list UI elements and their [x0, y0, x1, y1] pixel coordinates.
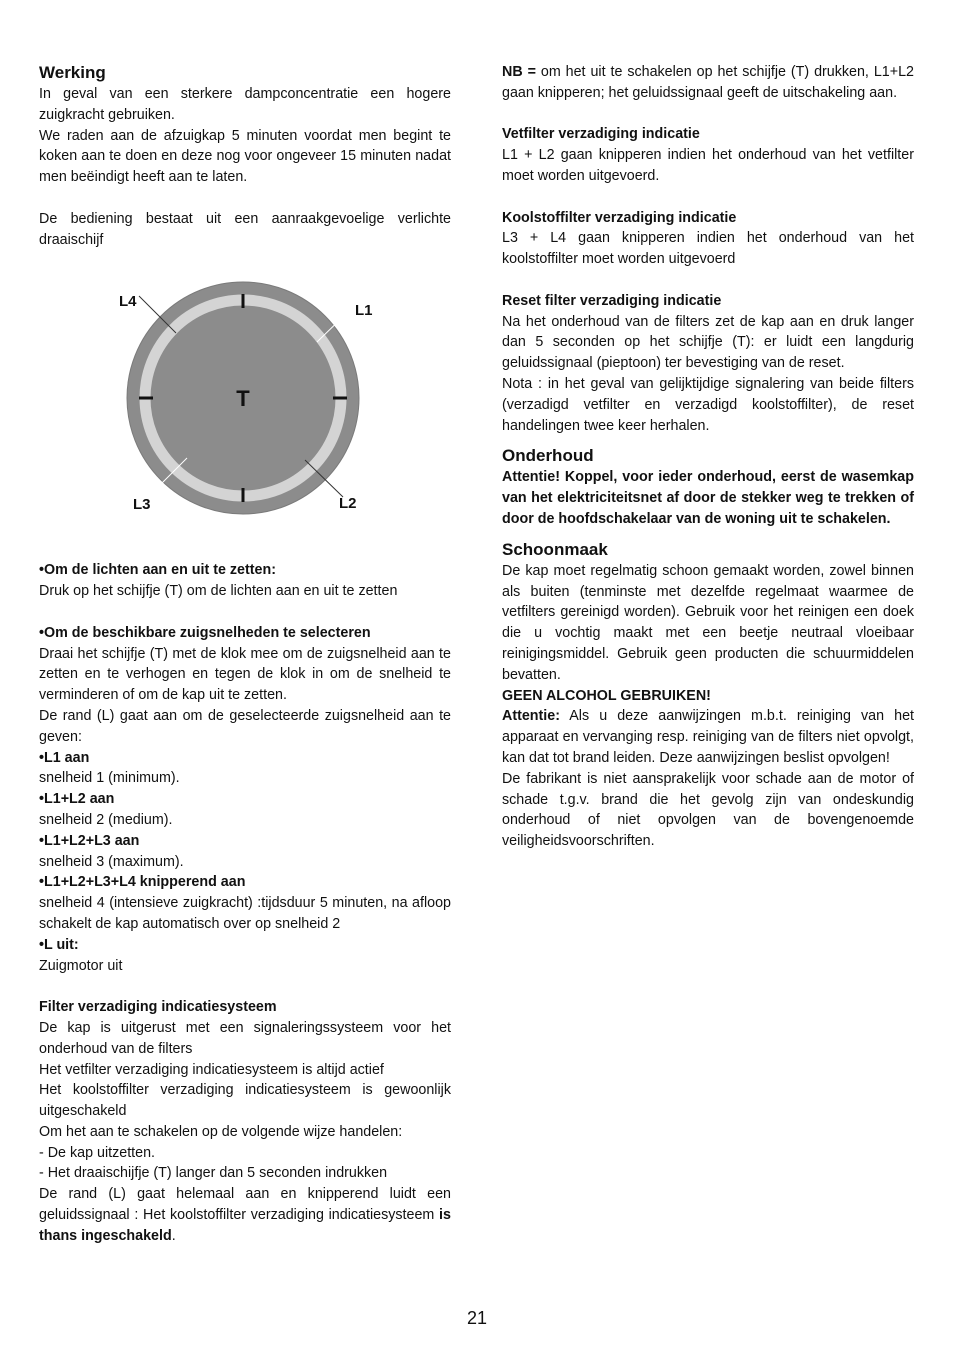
vet-text: L1 + L2 gaan knipperen indien het onderhoud van het vetfilter moet worden uitgevoerd. [502, 147, 914, 184]
nb-paragraph [502, 62, 914, 104]
werking-title: Werking [39, 63, 106, 82]
kool-heading: Koolstoffilter verzadiging indicatie [502, 209, 737, 226]
dial-center-label: T [236, 386, 250, 412]
kool-text: L3 + L4 gaan knipperen indien het onderhoud van het koolstoffilter moet worden uitgevoerd [502, 230, 914, 268]
luit-heading: •L uit: [39, 936, 79, 953]
attentie-text: Als u deze aanwijzingen m.b.t. reiniging van het apparaat en vervanging resp. reiniging van de filters niet opvolgt, kan dat tot brand leiden. Deze aanwijzingen beslist opvolgen! [502, 708, 914, 766]
filter-paragraph-3: Het koolstoffilter verzadiging indicatiesysteem is gewoonlijk uitgeschakeld [39, 1082, 451, 1120]
filter-p7-text: De rand (L) gaat helemaal aan en knipperend luidt een geluidssignaal : Het koolstoffilter verzadiging indicatiesysteem [39, 1186, 451, 1224]
intro-paragraph-2: We raden aan de afzuigkap 5 minuten voordat men begint te koken aan te doen en deze nog voor ongeveer 15 minuten nadat men beëindigt heeft aan te laten. [39, 127, 451, 186]
filter-paragraph-2: Het vetfilter verzadiging indicatiesysteem is altijd actief [39, 1061, 384, 1078]
nb-label: NB = [502, 64, 536, 80]
lights-text: Druk op het schijfje (T) om de lichten aan en uit te zetten [39, 583, 398, 600]
filter-p7-bold: is thans ingeschakeld [39, 1207, 451, 1244]
intro-paragraph-3: De bediening bestaat uit een aanraakgevoelige verlichte draaischijf [39, 210, 451, 248]
speed-heading: •Om de beschikbare zuigsnelheden te selecteren [39, 624, 371, 641]
l1234-heading: •L1+L2+L3+L4 knipperend aan [39, 874, 246, 891]
nb-text: om het uit te schakelen op het schijfje (T) drukken, L1+L2 gaan knipperen; het geluidssignaal geeft de uitschakeling aan. [502, 64, 914, 101]
label-l4: L4 [119, 293, 137, 311]
nota-text: Nota : in het geval van gelijktijdige signalering van beide filters (verzadigd vetfilter en verzadigd koolstoffilter), de reset handelingen twee keer herhalen. [502, 375, 914, 434]
alcohol-warning: GEEN ALCOHOL GEBRUIKEN! [502, 687, 711, 704]
attentie-paragraph [502, 706, 914, 768]
attentie-label: Attentie: [502, 708, 560, 725]
page-number-text: 21 [466, 1308, 488, 1328]
filter-paragraph-7 [39, 1184, 451, 1246]
l123-text: snelheid 3 (maximum). [39, 853, 184, 870]
control-dial-svg [39, 250, 451, 560]
left-column [39, 62, 451, 1247]
rand-text: De rand (L) gaat aan om de geselecteerde zuigsnelheid aan te geven: [39, 707, 451, 745]
l12-text: snelheid 2 (medium). [39, 811, 173, 828]
label-l2: L2 [339, 495, 357, 513]
control-dial-diagram [39, 250, 451, 560]
filter-heading: Filter verzadiging indicatiesysteem [39, 999, 277, 1016]
filter-paragraph-1: De kap is uitgerust met een signaleringssysteem voor het onderhoud van de filters [39, 1019, 451, 1057]
vet-heading: Vetfilter verzadiging indicatie [502, 126, 700, 143]
label-l1: L1 [355, 302, 373, 320]
l1-text: snelheid 1 (minimum). [39, 770, 180, 787]
l12-heading: •L1+L2 aan [39, 791, 115, 808]
reset-text: Na het onderhoud van de filters zet de kap aan en druk langer dan 5 seconden op het schijfje (T): er luidt een langdurig geluidssignaal (pieptoon) ter bevestiging van de reset. [502, 313, 914, 372]
label-l3: L3 [133, 496, 151, 514]
lights-heading: •Om de lichten aan en uit te zetten: [39, 562, 276, 579]
fabrikant-text: De fabrikant is niet aansprakelijk voor schade aan de motor of schade t.g.v. brand die het gevolg zijn van ondeskundig onderhoud of niet opvolgen van de bovengenoemde veiligheidsvoorschriften. [502, 770, 914, 850]
filter-paragraph-6: - Het draaischijfje (T) langer dan 5 seconden indrukken [39, 1165, 388, 1182]
filter-p7-end: . [171, 1227, 176, 1244]
speed-text: Draai het schijfje (T) met de klok mee om de zuigsnelheid aan te zetten en te verhogen en tegen de klok in om de snelheid te verminderen of om de kap uit te zetten. [39, 645, 451, 704]
schoonmaak-text: De kap moet regelmatig schoon gemaakt worden, zowel binnen als buiten (tenminste met dezelfde regelmaat waarmee de vetfilters gereinigd worden). Gebruik voor het reinigen een doek die u vochtig maakt met een beetje neutraal vloeibaar reinigingsmiddel. Gebruik geen producten die schuurmiddelen bevatten. [502, 562, 914, 683]
filter-paragraph-4: Om het aan te schakelen op de volgende wijze handelen: [39, 1123, 403, 1140]
schoonmaak-title: Schoonmaak [502, 539, 608, 559]
l123-heading: •L1+L2+L3 aan [39, 832, 140, 849]
reset-heading: Reset filter verzadiging indicatie [502, 292, 722, 309]
l1234-text: snelheid 4 (intensieve zuigkracht) :tijdsduur 5 minuten, na afloop schakelt de kap automatisch over op snelheid 2 [39, 895, 451, 932]
onderhoud-text: Attentie! Koppel, voor ieder onderhoud, eerst de wasemkap van het elektriciteitsnet af door de stekker weg te trekken of door de hoofdschakelaar van de woning uit te schakelen. [502, 469, 914, 527]
intro-paragraph-1: In geval van een sterkere dampconcentratie een hogere zuigkracht gebruiken. [39, 86, 451, 123]
l1-heading: •L1 aan [39, 749, 90, 766]
page-number [0, 1308, 954, 1329]
onderhoud-title: Onderhoud [502, 446, 594, 466]
right-column [502, 62, 914, 852]
filter-paragraph-5: - De kap uitzetten. [39, 1144, 156, 1161]
luit-text: Zuigmotor uit [39, 957, 123, 974]
